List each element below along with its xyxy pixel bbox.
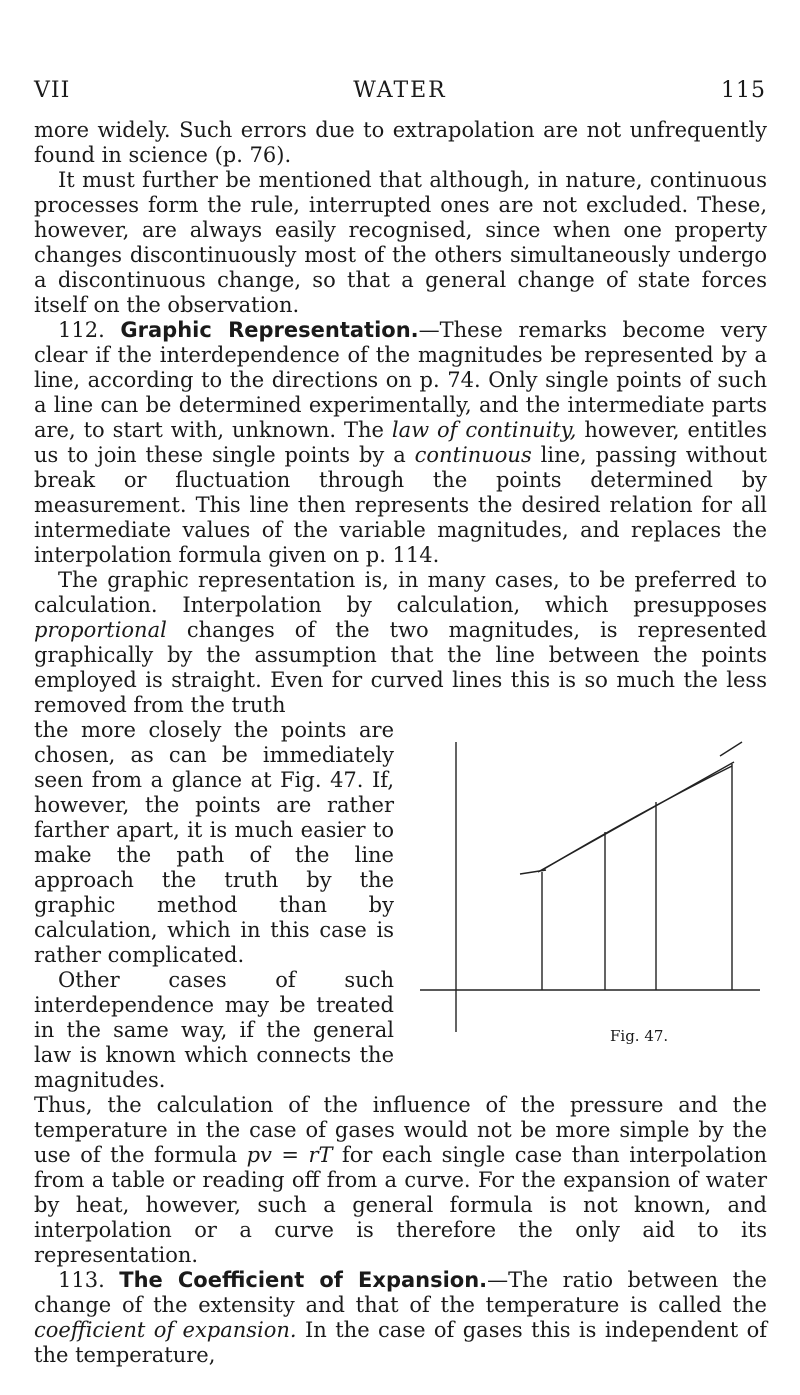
text-run: —The ratio between the change of the extensity and that of the temperature is called the: [34, 1268, 767, 1317]
emphasis-text: law of continuity,: [391, 418, 577, 442]
text-run: line, passing without break or fluctuation through the points determined by measurement. This line then represents the desired relation for all intermediate values of the variable magnitudes, and replaces the interpolation formula given on p. 114.: [34, 443, 767, 567]
paragraph-interdependence: Other cases of such interdependence may be treated in the same way, if the general law is known which connects the magnitudes.: [34, 968, 394, 1092]
emphasis-text: continuous: [414, 443, 532, 467]
figure-wrap-block: [34, 718, 767, 1093]
text-run: for each single case than interpolation from a table or reading off from a curve. For the expansion of water by heat, however, such a general formula is not known, and interpolation or a curve is therefore the only aid to its representation.: [34, 1143, 767, 1267]
running-title: WATER: [353, 78, 447, 103]
text-run: The graphic representation is, in many cases, to be preferred to calculation. Interpolation by calculation, which presupposes: [34, 568, 767, 617]
text-run: In the case of gases this is independent of the temperature,: [34, 1318, 767, 1367]
figure-caption: Fig. 47.: [610, 1027, 669, 1045]
section-number: 113.: [58, 1268, 105, 1292]
text-run: Thus, the calculation of the influence of the pressure and the temperature in the case of gases would not be more simple by the use of the formula: [34, 1093, 767, 1167]
paragraph-fig47: the more closely the points are chosen, as can be immediately seen from a glance at Fig. 47. If, however, the points are rather farther apart, it is much easier to make the path of the line approach the truth by the graphic method than by calculation, which in this case is rather complicated.: [34, 718, 394, 967]
chapter-number: VII: [34, 78, 71, 103]
wrapped-text-column: [34, 718, 394, 1093]
section-heading: Graphic Representation.: [120, 318, 419, 342]
formula: pv = rT: [246, 1143, 333, 1167]
page-number: 115: [721, 78, 766, 103]
section-heading: The Coefficient of Expansion.: [119, 1268, 488, 1292]
section-112: [34, 318, 767, 568]
text-run: —These remarks become very clear if the interdependence of the magnitudes be represented by a line, according to the directions on p. 74. Only single points of such a line can be determined experimentally, and the intermediate parts are, to start with, unknown. The: [34, 318, 767, 442]
chord-line: [538, 762, 734, 872]
paragraph-discontinuous: It must further be mentioned that although, in nature, continuous processes form the rule, interrupted ones are not excluded. These, however, are always easily recognised, since when one property changes discontinuously most of the others simultaneously undergo a discontinuous change, so that a general change of state forces itself on the observation.: [34, 168, 767, 317]
emphasis-text: proportional: [34, 618, 167, 642]
curve-extension: [720, 742, 742, 756]
text-run: however, entitles us to join these single points by a: [34, 418, 767, 467]
figure-47: [420, 732, 760, 1045]
emphasis-text: coefficient of expansion.: [34, 1318, 297, 1342]
section-number: 112.: [58, 318, 105, 342]
running-header: [34, 78, 766, 108]
body-text: [34, 118, 767, 1368]
section-113: [34, 1268, 767, 1368]
paragraph-continuation: more widely. Such errors due to extrapolation are not unfrequently found in science (p. 76).: [34, 118, 767, 167]
text-run: changes of the two magnitudes, is represented graphically by the assumption that the line between the points employed is straight. Even for curved lines this is so much the less removed from the truth: [34, 618, 767, 717]
paragraph-graphic: [34, 568, 767, 718]
interpolation-diagram: [420, 732, 760, 1032]
paragraph-gases: [34, 1093, 767, 1268]
